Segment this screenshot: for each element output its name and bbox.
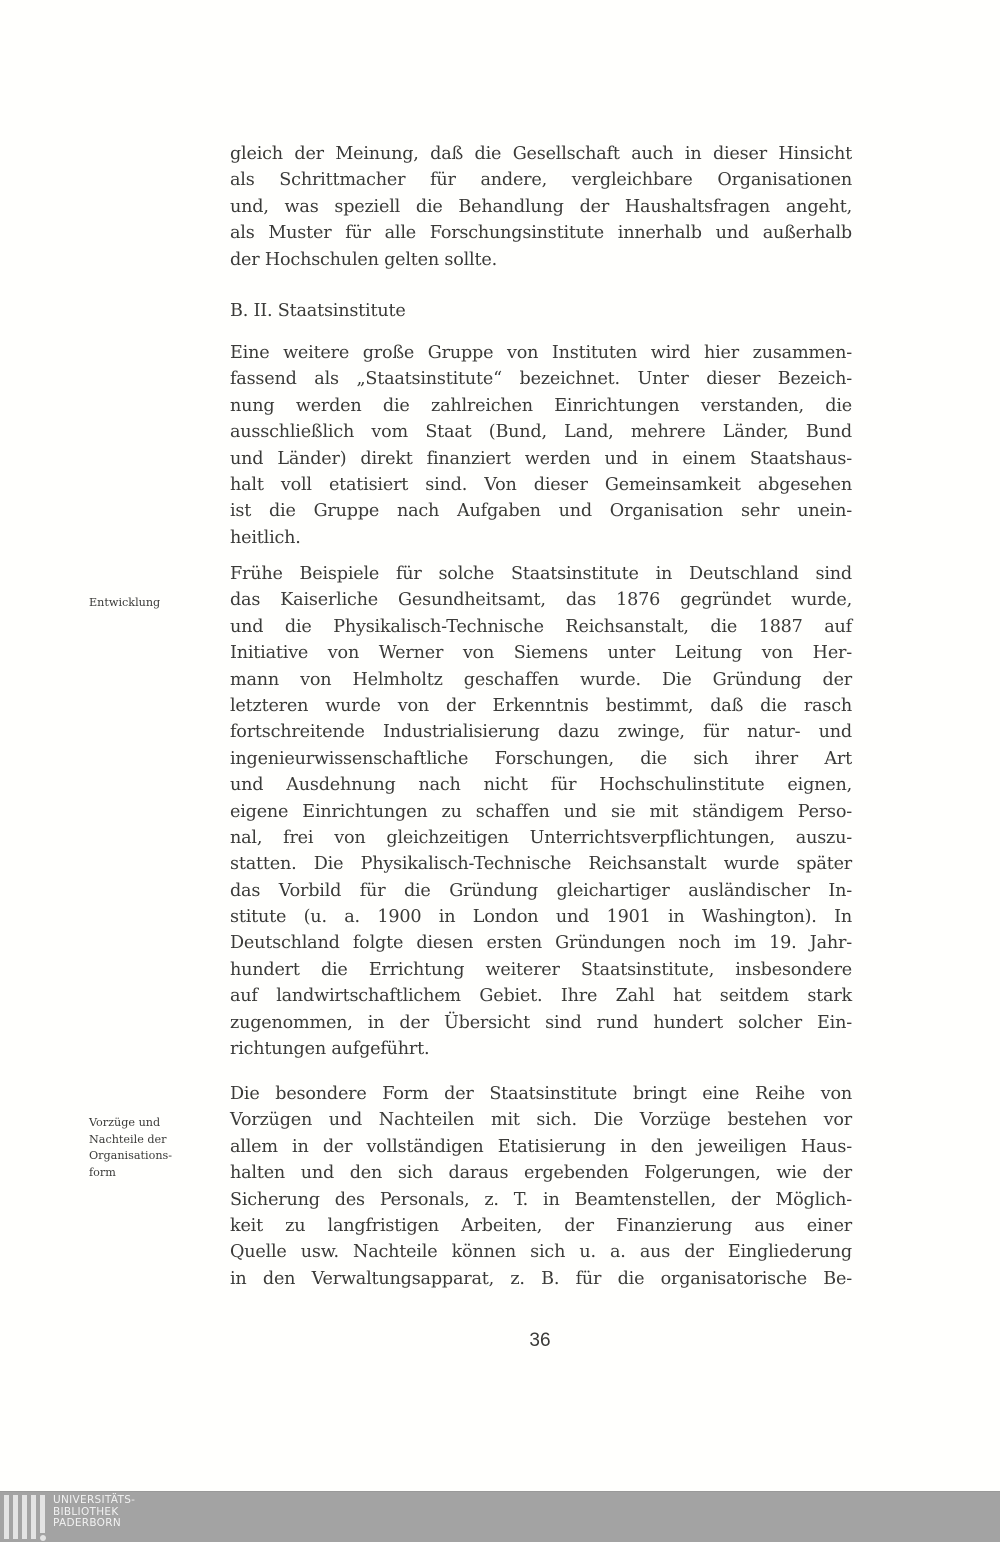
text-line: stitute (u. a. 1900 in London und 1901 in Washington). In	[230, 907, 852, 928]
paragraph-3	[230, 1081, 852, 1292]
margin-note-line: Nachteile der	[89, 1132, 167, 1146]
text-line: hundert die Errichtung weiterer Staatsinstitute, insbesondere	[230, 959, 852, 980]
text-line: ist die Gruppe nach Aufgaben und Organisation sehr unein-	[230, 501, 852, 522]
text-line: gleich der Meinung, daß die Gesellschaft auch in dieser Hinsicht	[230, 144, 852, 164]
library-logo-text	[53, 1495, 135, 1530]
text-line: Deutschland folgte diesen ersten Gründungen noch im 19. Jahr-	[230, 933, 852, 954]
paragraph-2	[230, 561, 852, 1062]
text-line: halten und den sich daraus ergebenden Folgerungen, wie der	[230, 1163, 852, 1184]
text-line: Die besondere Form der Staatsinstitute bringt eine Reihe von	[230, 1084, 852, 1104]
section-heading: B. II. Staatsinstitute	[230, 301, 406, 321]
logo-text-line: PADERBORN	[53, 1517, 121, 1529]
text-line: und, was speziell die Behandlung der Haushaltsfragen angeht,	[230, 196, 852, 217]
page-number: 36	[529, 1330, 551, 1351]
text-line: Vorzügen und Nachteilen mit sich. Die Vorzüge bestehen vor	[230, 1110, 852, 1131]
text-line: das Vorbild für die Gründung gleichartiger ausländischer In-	[230, 880, 852, 901]
text-line: und Länder) direkt finanziert werden und in einem Staatshaus-	[230, 448, 852, 469]
text-line: der Hochschulen gelten sollte.	[230, 249, 497, 270]
text-line: eigene Einrichtungen zu schaffen und sie mit ständigem Perso-	[230, 801, 852, 822]
text-line: fortschreitende Industrialisierung dazu zwinge, für natur- und	[230, 722, 852, 743]
margin-note-line: Vorzüge und	[89, 1116, 161, 1129]
library-logo	[0, 1492, 135, 1542]
paragraph-intro	[230, 141, 852, 273]
text-line: allem in der vollständigen Etatisierung in den jeweiligen Haus-	[230, 1136, 852, 1157]
text-line: als Muster für alle Forschungsinstitute innerhalb und außerhalb	[230, 223, 852, 244]
text-line: statten. Die Physikalisch-Technische Reichsanstalt wurde später	[230, 854, 852, 875]
text-line: und die Physikalisch-Technische Reichsanstalt, die 1887 auf	[230, 616, 852, 637]
text-line: und Ausdehnung nach nicht für Hochschulinstitute eignen,	[230, 775, 852, 796]
text-line: richtungen aufgeführt.	[230, 1039, 430, 1060]
text-line: heitlich.	[230, 527, 301, 548]
text-line: ausschließlich vom Staat (Bund, Land, mehrere Länder, Bund	[230, 422, 852, 443]
text-line: Quelle usw. Nachteile können sich u. a. aus der Eingliederung	[230, 1242, 852, 1263]
text-line: auf landwirtschaftlichem Gebiet. Ihre Zahl hat seitdem stark	[230, 986, 852, 1007]
margin-note-line: Entwicklung	[89, 596, 161, 609]
text-line: nung werden die zahlreichen Einrichtungen verstanden, die	[230, 395, 852, 416]
text-line: letzteren wurde von der Erkenntnis bestimmt, daß die rasch	[230, 695, 852, 716]
library-footer-bar	[0, 1491, 1000, 1542]
text-line: als Schrittmacher für andere, vergleichbare Organisationen	[230, 170, 852, 191]
logo-text-line: UNIVERSITÄTS-	[53, 1494, 136, 1506]
text-line: zugenommen, in der Übersicht sind rund hundert solcher Ein-	[230, 1012, 852, 1033]
text-line: ingenieurwissenschaftliche Forschungen, die sich ihrer Art	[230, 748, 852, 769]
margin-note-line: Organisations-	[89, 1149, 173, 1162]
text-line: Frühe Beispiele für solche Staatsinstitute in Deutschland sind	[230, 564, 852, 584]
paragraph-1	[230, 340, 852, 551]
margin-note-development	[89, 595, 209, 612]
margin-note-line: form	[89, 1165, 116, 1179]
text-line: Initiative von Werner von Siemens unter Leitung von Her-	[230, 643, 852, 664]
text-line: halt voll etatisiert sind. Von dieser Gemeinsamkeit abgesehen	[230, 474, 852, 495]
text-line: keit zu langfristigen Arbeiten, der Finanzierung aus einer	[230, 1215, 852, 1236]
text-line: Eine weitere große Gruppe von Instituten wird hier zusammen-	[230, 343, 852, 363]
text-line: nal, frei von gleichzeitigen Unterrichtsverpflichtungen, auszu-	[230, 827, 852, 848]
text-line: fassend als „Staatsinstitute“ bezeichnet. Unter dieser Bezeich-	[230, 369, 852, 390]
margin-note-pros-cons	[89, 1115, 209, 1181]
text-line: Sicherung des Personals, z. T. in Beamtenstellen, der Möglich-	[230, 1189, 852, 1210]
text-line: in den Verwaltungsapparat, z. B. für die organisatorische Be-	[230, 1268, 852, 1289]
logo-text-line: BIBLIOTHEK	[53, 1505, 119, 1518]
library-logo-icon	[2, 1492, 48, 1542]
text-line: das Kaiserliche Gesundheitsamt, das 1876 gegründet wurde,	[230, 590, 852, 611]
text-line: mann von Helmholtz geschaffen wurde. Die Gründung der	[230, 669, 852, 690]
